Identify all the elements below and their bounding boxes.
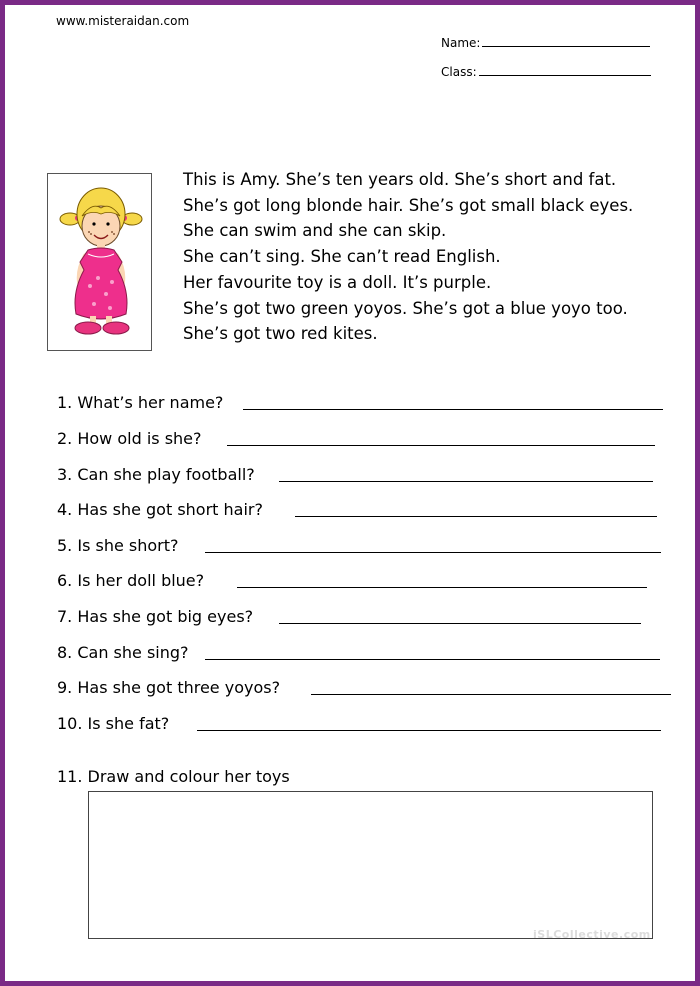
right-eye xyxy=(106,222,109,225)
website-url: www.misteraidan.com xyxy=(56,14,190,28)
question-3 xyxy=(57,465,255,487)
reading-text xyxy=(183,167,633,347)
question-text: 2. How old is she? xyxy=(57,429,202,448)
answer-line[interactable] xyxy=(197,730,661,731)
question-4 xyxy=(57,500,263,522)
answer-line[interactable] xyxy=(205,552,661,553)
question-6 xyxy=(57,571,204,593)
question-text: 6. Is her doll blue? xyxy=(57,571,205,590)
question-1 xyxy=(57,393,223,415)
answer-line[interactable] xyxy=(311,694,671,695)
story-line: She can’t sing. She can’t read English. xyxy=(183,247,501,267)
question-7 xyxy=(57,607,253,629)
question-text: 5. Is she short? xyxy=(57,536,179,555)
name-line[interactable] xyxy=(482,36,650,47)
question-text: 1. What’s her name? xyxy=(57,393,224,412)
right-shoe xyxy=(103,322,129,334)
left-shoe xyxy=(75,322,101,334)
question-11: 11. Draw and colour her toys xyxy=(57,767,290,786)
dress xyxy=(75,248,127,319)
question-text: 8. Can she sing? xyxy=(57,643,189,662)
class-field[interactable] xyxy=(441,65,651,79)
story-line: She’s got long blonde hair. She’s got small black eyes. xyxy=(183,195,634,215)
answer-line[interactable] xyxy=(205,659,660,660)
name-field[interactable] xyxy=(441,36,650,50)
answer-line[interactable] xyxy=(237,587,647,588)
question-text: 7. Has she got big eyes? xyxy=(57,607,254,626)
drawing-box[interactable] xyxy=(88,791,653,939)
question-text: 10. Is she fat? xyxy=(57,714,170,733)
story-line: She’s got two red kites. xyxy=(183,324,378,344)
watermark: iSLCollective.com xyxy=(533,928,651,941)
question-2 xyxy=(57,429,202,451)
answer-line[interactable] xyxy=(279,623,641,624)
question-10 xyxy=(57,714,169,736)
worksheet-page xyxy=(5,5,695,981)
story-line: She can swim and she can skip. xyxy=(183,221,447,241)
story-line: She’s got two green yoyos. She’s got a blue yoyo too. xyxy=(183,298,628,318)
question-text: 3. Can she play football? xyxy=(57,465,255,484)
question-9 xyxy=(57,678,280,700)
class-line[interactable] xyxy=(479,65,651,76)
name-label: Name: xyxy=(441,36,481,50)
answer-line[interactable] xyxy=(227,445,655,446)
question-text: 9. Has she got three yoyos? xyxy=(57,678,281,697)
answer-line[interactable] xyxy=(279,481,653,482)
class-label: Class: xyxy=(441,65,477,79)
left-eye xyxy=(92,222,95,225)
question-5 xyxy=(57,536,179,558)
girl-illustration xyxy=(48,174,151,350)
picture-frame xyxy=(47,173,152,351)
answer-line[interactable] xyxy=(295,516,657,517)
answer-line[interactable] xyxy=(243,409,663,410)
story-line: Her favourite toy is a doll. It’s purple. xyxy=(183,272,492,292)
question-8 xyxy=(57,643,189,665)
story-line: This is Amy. She’s ten years old. She’s short and fat. xyxy=(183,170,617,189)
question-text: 4. Has she got short hair? xyxy=(57,500,263,519)
